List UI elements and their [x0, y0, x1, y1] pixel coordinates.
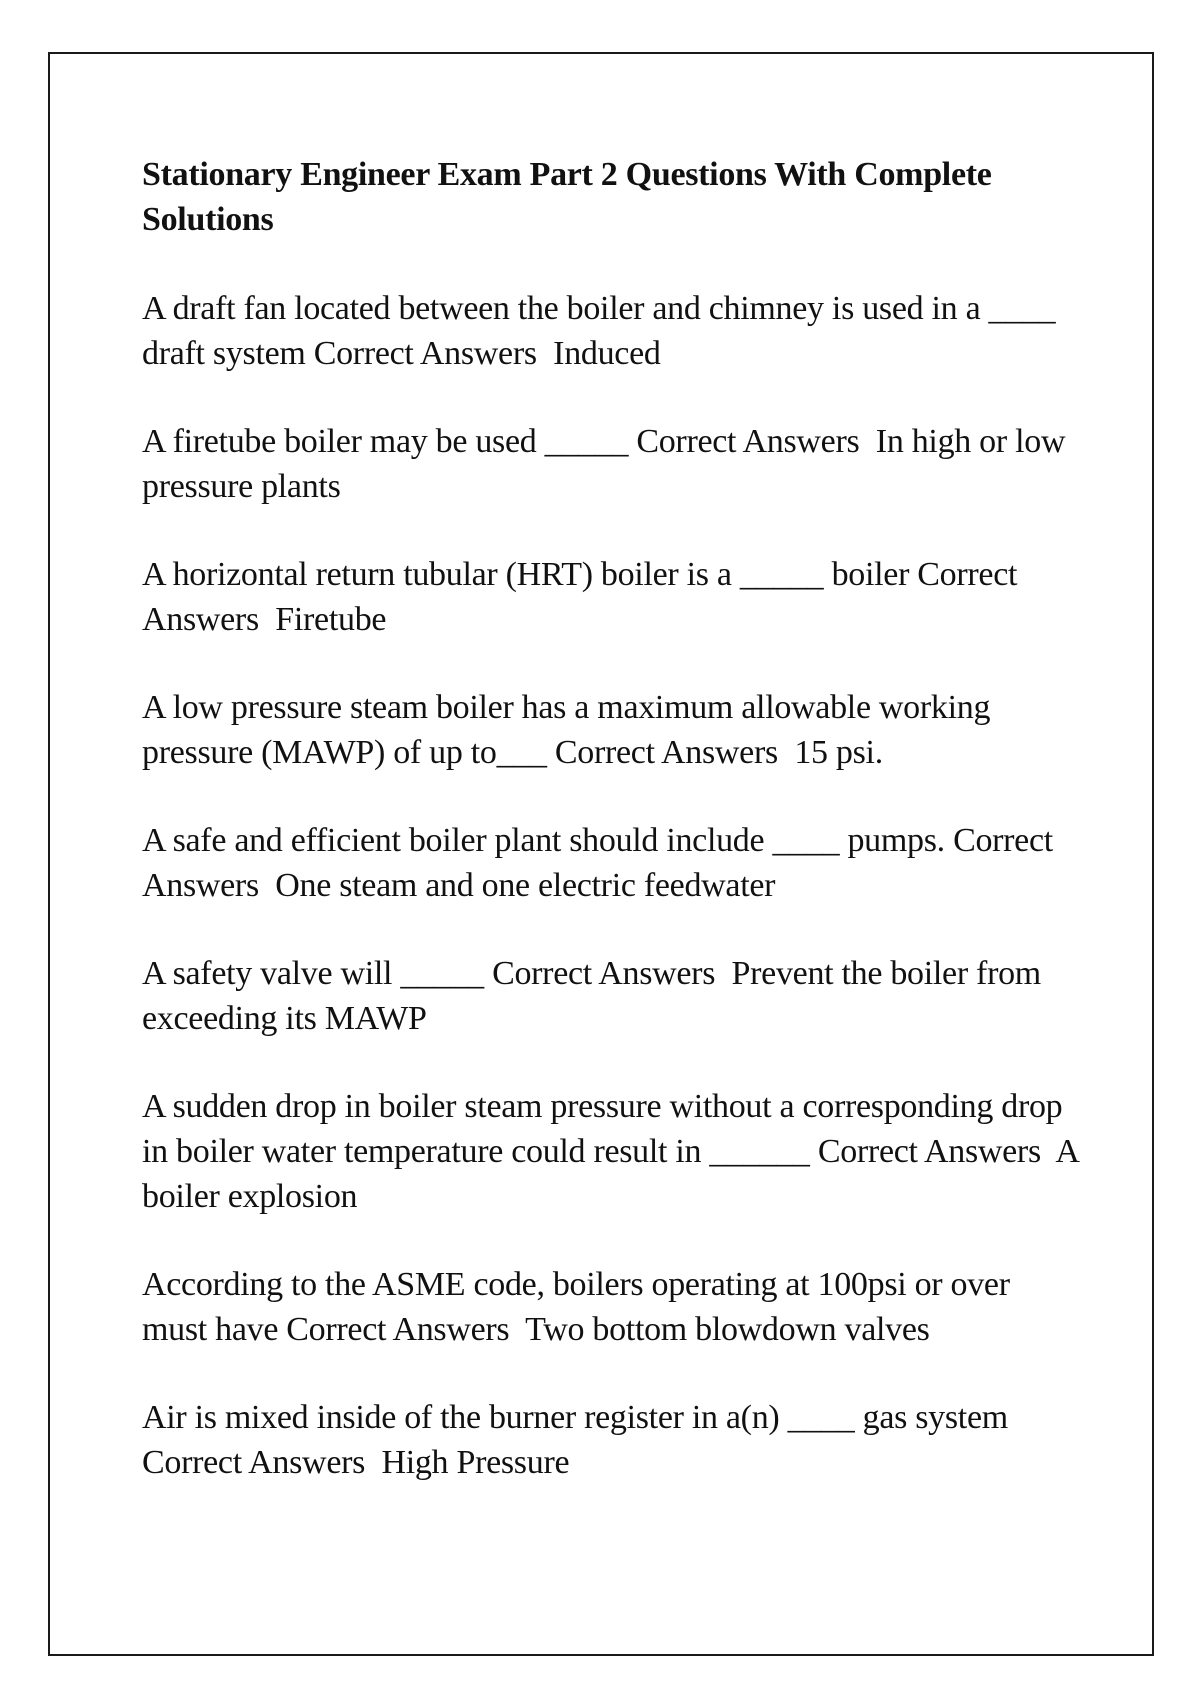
qa-item-7: A sudden drop in boiler steam pressure without a corresponding drop in boiler water temperature could result in ______ Correct Answers A boiler explosion [142, 1088, 1086, 1215]
qa-item-5: A safe and efficient boiler plant should include ____ pumps. Correct Answers One steam and one electric feedwater [142, 822, 1060, 904]
qa-item-2: A firetube boiler may be used _____ Correct Answers In high or low pressure plants [142, 423, 1074, 505]
qa-item-3: A horizontal return tubular (HRT) boiler is a _____ boiler Correct Answers Firetube [142, 556, 1024, 638]
qa-item-6: A safety valve will _____ Correct Answers Prevent the boiler from exceeding its MAWP [142, 955, 1050, 1037]
qa-item-9: Air is mixed inside of the burner register in a(n) ____ gas system Correct Answers High Pressure [142, 1399, 1017, 1481]
document-body [142, 152, 1086, 1528]
document-title: Stationary Engineer Exam Part 2 Questions With Complete Solutions [142, 156, 992, 238]
qa-item-8: According to the ASME code, boilers operating at 100psi or over must have Correct Answers Two bottom blowdown valves [142, 1266, 1018, 1348]
qa-item-4: A low pressure steam boiler has a maximum allowable working pressure (MAWP) of up to___ Correct Answers 15 psi. [142, 689, 999, 771]
qa-item-1: A draft fan located between the boiler and chimney is used in a ____ draft system Correct Answers Induced [142, 290, 1064, 372]
